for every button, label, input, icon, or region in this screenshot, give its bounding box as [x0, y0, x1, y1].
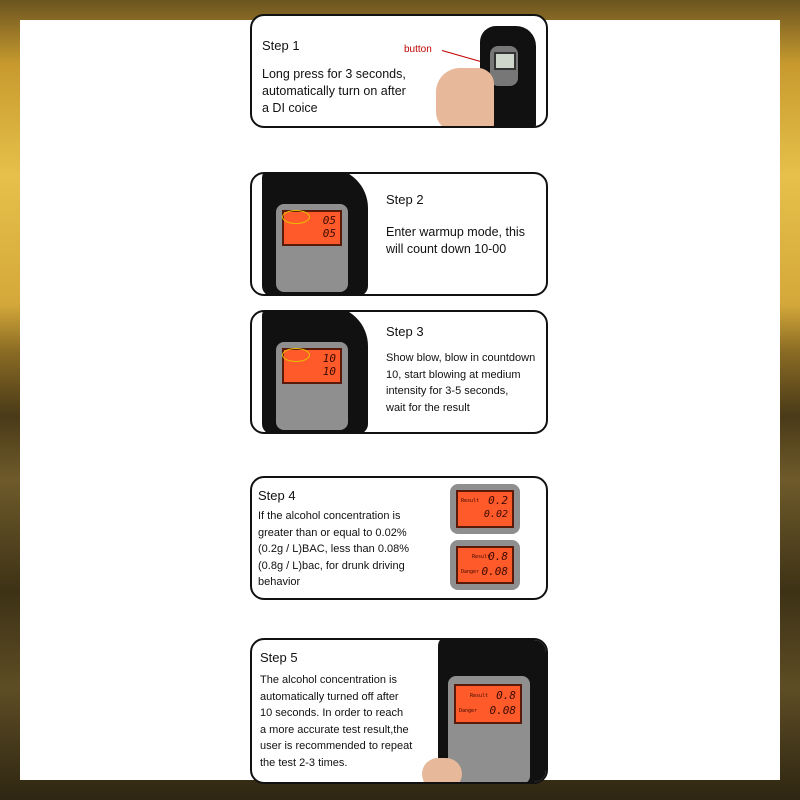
- lcd-label-result: Result: [470, 693, 489, 699]
- step-3-card: [250, 310, 548, 434]
- lcd-row-2: 05: [322, 227, 336, 240]
- device-display-frame: [276, 204, 348, 292]
- step-1-text: Long press for 3 seconds, automatically turn on after a DI coice: [262, 67, 406, 115]
- step-2-text: Enter warmup mode, this will count down 10-00: [386, 225, 525, 256]
- lcd-row-1: 05: [322, 214, 336, 227]
- lcd-result-panel: [450, 484, 520, 534]
- step-3-text: Show blow, blow in countdown 10, start blowing at medium intensity for 3-5 seconds, wait for the result: [386, 352, 536, 414]
- lcd-row-2: 0.08: [489, 704, 516, 717]
- step-5-text: The alcohol concentration is automatically turned off after 10 seconds. In order to reach a more accurate test result,the user is recommended to repeat the test 2-3 times.: [260, 674, 413, 769]
- result-lcd: [456, 490, 514, 528]
- device-lcd: [454, 684, 522, 724]
- highlight-oval: [282, 210, 310, 224]
- lcd-row-2: 0.02: [483, 509, 508, 520]
- lcd-label-result: Result: [461, 498, 480, 504]
- lcd-row-2: 10: [322, 365, 336, 378]
- hand: [436, 68, 494, 128]
- device-display-frame: [276, 342, 348, 430]
- lcd-row-2: 0.08: [481, 565, 508, 578]
- step-2-title: Step 2: [386, 192, 424, 207]
- device-screen: [494, 52, 516, 70]
- lcd-row-1: 0.8: [488, 550, 508, 563]
- breathalyzer-device: [262, 172, 368, 296]
- lcd-danger-panel: [450, 540, 520, 590]
- button-callout-label: button: [404, 44, 432, 55]
- step-5-card: [250, 638, 548, 784]
- breathalyzer-device: [262, 310, 368, 434]
- step-4-card: [250, 476, 548, 600]
- instruction-panel: [20, 20, 780, 780]
- step-1-card: [250, 14, 548, 128]
- lcd-row-1: 0.8: [496, 689, 516, 702]
- step-4-title: Step 4: [258, 488, 296, 503]
- lcd-label-danger: Danger: [459, 708, 478, 714]
- step-1-title: Step 1: [262, 38, 300, 53]
- step-5-title: Step 5: [260, 650, 298, 665]
- step-4-text: If the alcohol concentration is greater than or equal to 0.02% (0.2g / L)BAC, less than 0.08% (0.8g / L)bac, for drunk driving behavior: [258, 510, 410, 588]
- lcd-label-result: Result: [472, 554, 491, 560]
- step-2-card: [250, 172, 548, 296]
- lcd-label-danger: Danger: [461, 569, 480, 575]
- hand: [422, 758, 462, 784]
- device-display-frame: [490, 46, 518, 86]
- lcd-row-1: 0.2: [488, 494, 508, 507]
- lcd-row-1: 10: [322, 352, 336, 365]
- step-3-title: Step 3: [386, 324, 424, 339]
- highlight-oval: [282, 348, 310, 362]
- danger-lcd: [456, 546, 514, 584]
